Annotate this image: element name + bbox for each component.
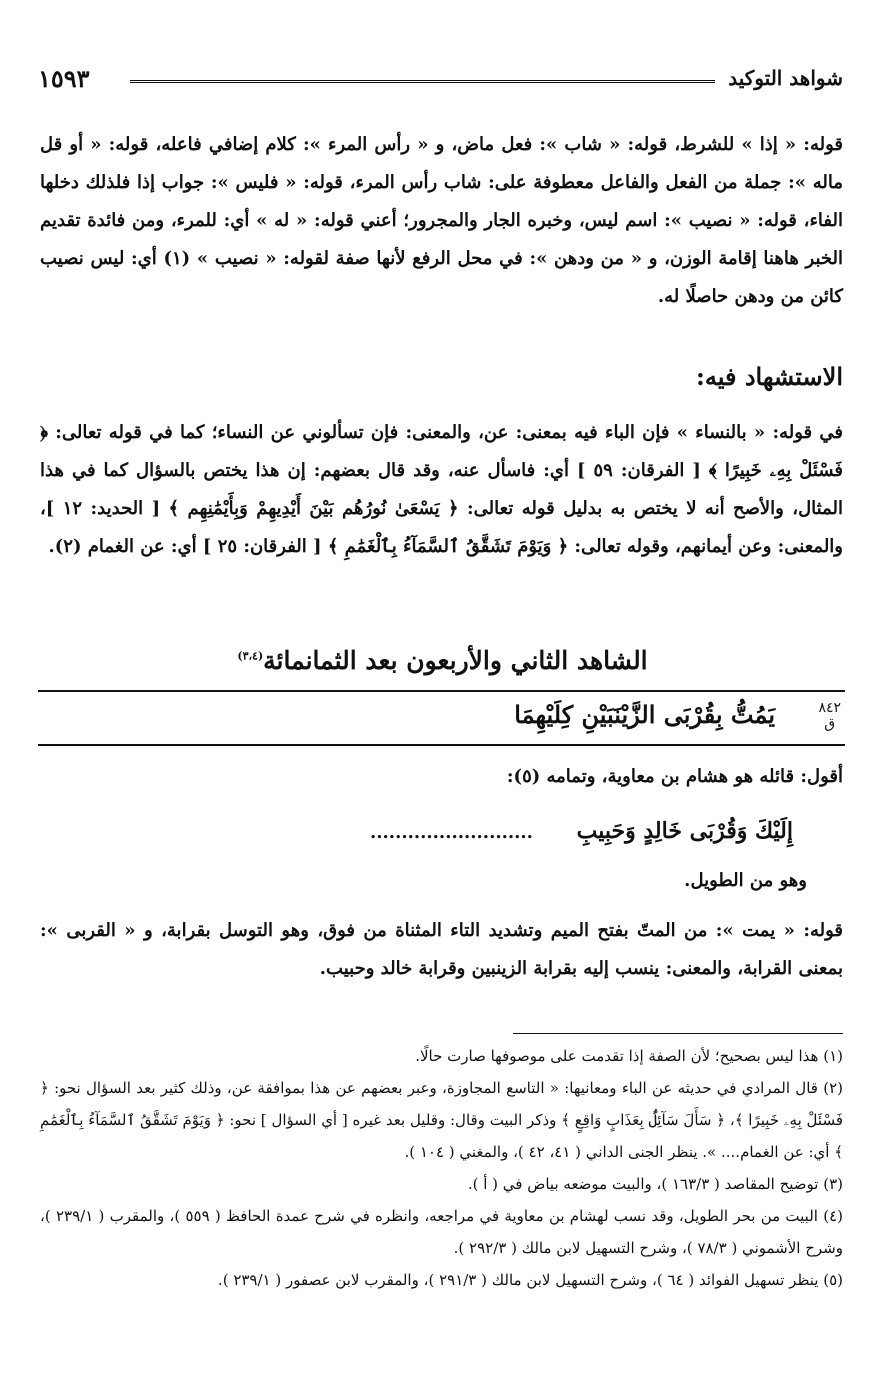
paragraph-2-text: في قوله: « بالنساء » فإن الباء فيه بمعنى: عن، والمعنى: فإن تسألوني عن النساء؛ كما في قوله تعالى: ﴿ فَسْئَلْ بِهِۦ خَبِيرًا ﴾ [ الفرقان: ٥٩ ] أي: فاسأل عنه، وقد قال بعضهم: إن هذا يختص بالسؤال كما في هذا المثال، والأصح أنه لا يختص به بدليل قوله تعالى: ﴿ يَسْعَىٰ نُورُهُم بَيْنَ أَيْدِيهِمْ وَبِأَيْمَٰنِهِم ﴾ [ الحديد: ١٢ ]، والمعنى: وعن أيمانهم، وقوله تعالى: ﴿ وَيَوْمَ تَشَقَّقُ ٱلسَّمَآءُ بِٱلْغَمَٰمِ ﴾ [ الفرقان: ٢٥ ] أي: عن الغمام (٢).: [40, 422, 843, 557]
running-title: شواهد التوكيد: [728, 66, 843, 90]
heading-istishhad: الاستشهاد فيه:: [696, 362, 843, 391]
footnote-5: (٥) ينظر تسهيل الفوائد ( ٦٤ )، وشرح التسهيل لابن مالك ( ٢٩١/٣ )، والمقرب لابن عصفور ( ٢٣٩/١ ).: [217, 1271, 843, 1289]
header-rule: [130, 80, 715, 83]
verse-number-value: ٨٤٢: [818, 700, 841, 716]
verse-meter-letter: ق: [824, 716, 836, 732]
footnote-1: (١) هذا ليس بصحيح؛ لأن الصفة إذا تقدمت على موصوفها صارت حالًا.: [415, 1047, 843, 1065]
hemistich-text: إِلَيْكَ وَقُرْبَى خَالِدٍ وَحَبِيبِ: [576, 818, 793, 844]
paragraph-vocabulary: [40, 912, 843, 988]
section-heading-title: الشاهد الثاني والأربعون بعد الثمانمائة: [263, 646, 648, 675]
section-heading: [0, 646, 885, 675]
hemistich-dots: ..........................: [370, 822, 533, 843]
footnote-2: (٢) قال المرادي في حديثه عن الباء ومعانيها: « التاسع المجاوزة، وعبر بعضهم عن هذا بموافقة عن، وذلك كثير بعد السؤال نحو: ﴿ فَسْئَلْ بِهِۦ خَبِيرًا ﴾، ﴿ سَأَلَ سَآئِلٌۢ بِعَذَابٍ وَاقِعٍ ﴾ وذكر البيت وقال: وقليل بعد غيره [ أي السؤال ] نحو: ﴿ وَيَوْمَ تَشَقَّقُ ٱلسَّمَآءُ بِٱلْغَمَٰمِ ﴾ أي: عن الغمام.... ». ينظر الجنى الداني ( ٤١، ٤٢ )، والمغني ( ١٠٤ ).: [40, 1079, 843, 1161]
paragraph-3-text: قوله: « يمت »: من المتّ بفتح الميم وتشديد التاء المثناة من فوق، وهو التوسل بقرابة، و « القربى »: بمعنى القرابة، والمعنى: ينسب إليه بقرابة الزينبين وقرابة خالد وحبيب.: [40, 920, 843, 979]
footnote-4: (٤) البيت من بحر الطويل، وقد نسب لهشام بن معاوية في مراجعه، وانظره في شرح عمدة الحافظ ( ٥٥٩ )، والمقرب ( ٢٣٩/١ )، وشرح الأشموني ( ٧٨/٣ )، وشرح التسهيل لابن مالك ( ٢٩٢/٣ ).: [40, 1207, 843, 1257]
paragraph-1-text: قوله: « إذا » للشرط، قوله: « شاب »: فعل ماض، و « رأس المرء »: كلام إضافي فاعله، قوله: « أو قل ماله »: جملة من الفعل والفاعل معطوفة على: شاب رأس المرء، قوله: « فليس »: جواب إذا فلذلك دخلها الفاء، قوله: « نصيب »: اسم ليس، وخبره الجار والمجرور؛ أعني قوله: « له » أي: للمرء، ومن فائدة تقديم الخبر هاهنا إقامة الوزن، و « من ودهن »: في محل الرفع لأنها صفة لقوله: « نصيب » (١) أي: ليس نصيب كائن من ودهن حاصلًا له.: [40, 134, 844, 307]
page-number: ١٥٩٣: [38, 64, 90, 93]
verse-number: [818, 700, 841, 732]
section-heading-footnote-ref: (٣،٤): [237, 649, 264, 663]
footnote-3: (٣) توضيح المقاصد ( ١٦٣/٣ )، والبيت موضعه بياض في ( أ ).: [467, 1175, 843, 1193]
paragraph-istishhad: [40, 414, 843, 566]
running-header: [38, 66, 843, 98]
footnote-separator: [513, 1033, 843, 1034]
verse-box: [38, 690, 845, 746]
footnotes: [40, 1040, 843, 1296]
verse-text: يَمُتُّ بِقُرْبَى الزَّيْنَبَيْنِ كِلَيْهِمَا: [514, 700, 775, 729]
meter-line: وهو من الطويل.: [684, 870, 807, 891]
paragraph-grammar-analysis: [40, 126, 843, 316]
author-line: أقول: قائله هو هشام بن معاوية، وتمامه (٥):: [506, 766, 843, 787]
